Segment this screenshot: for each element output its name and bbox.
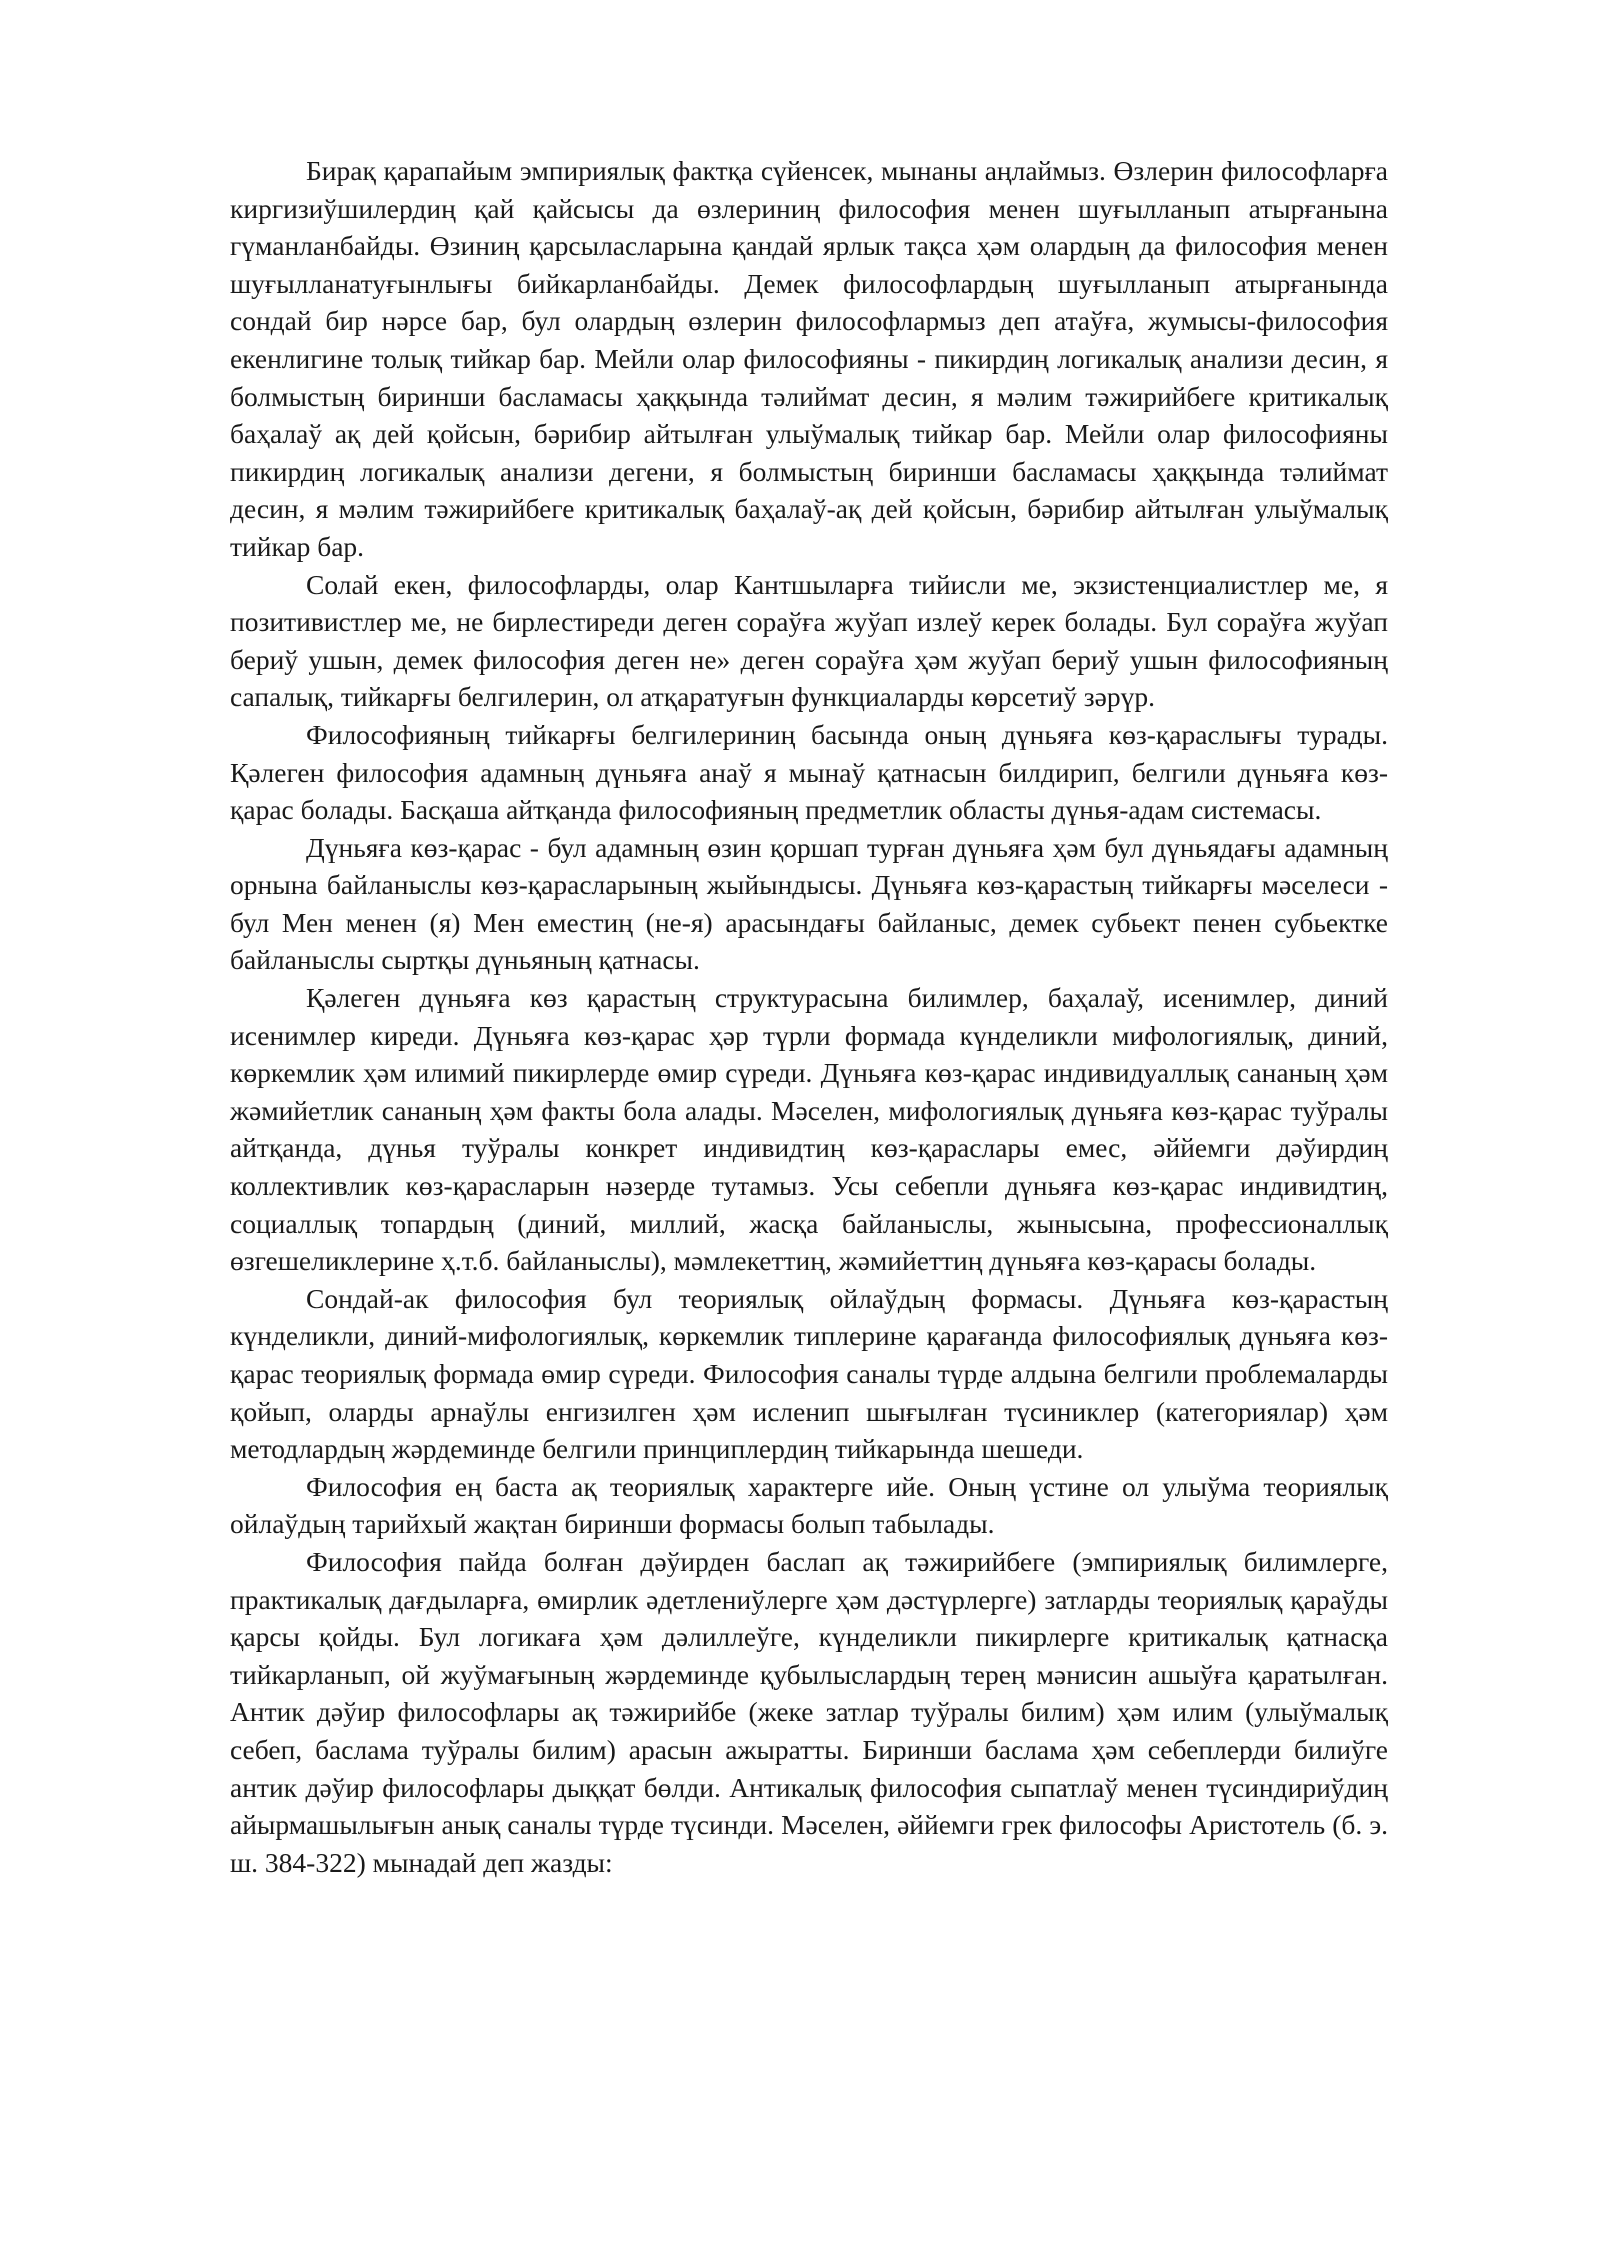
paragraph: Сондай-ак философия бул теориялық ойлаўдың формасы. Дүньяға көз-қарастың күнделикли, диний-мифологиялық, көркемлик типлерине қарағанда философиялық дүньяға көз-қарас теориялық формада өмир сүреди. Философия саналы түрде алдына белгили проблемаларды қойып, оларды арнаўлы енгизилген ҳәм исленип шығылған түсиниклер (категориялар) ҳәм методлардың жәрдеминде белгили принциплердиң тийкарында шешеди.: [230, 1282, 1388, 1465]
paragraph: Бирақ қарапайым эмпириялық фактқа сүйенсек, мынаны аңлаймыз. Өзлерин философларға киргизиўшилердиң қай қайсысы да өзлериниң философия менен шуғылланып атырғанына гүманланбайды. Өзиниң қарсыласларына қандай ярлык тақса ҳәм олардың да философия менен шуғылланатуғынлығы бийкарланбайды. Демек философлардың шуғылланып атырғанында сондай бир нәрсе бар, бул олардың өзлерин философлармыз деп атаўға, жумысы-философия екенлигине толық тийкар бар. Мейли олар философияны - пикирдиң логикалық анализи десин, я болмыстың биринши басламасы ҳаққында тәлиймат десин, я мәлим тәжирийбеге критикалық баҳалаў ақ дей қойсын, бәрибир айтылған улыўмалық тийкар бар. Мейли олар философияны пикирдиң логикалық анализи дегени, я болмыстың биринши басламасы ҳаққында тәлиймат десин, я мәлим тәжирийбеге критикалық баҳалаў-ақ дей қойсын, бәрибир айтылған улыўмалық тийкар бар.: [230, 155, 1388, 562]
paragraph: Философия ең баста ақ теориялық характерге ийе. Оның үстине ол улыўма теориялық ойлаўдың тарийхый жақтан биринши формасы болып табылады.: [230, 1470, 1388, 1540]
paragraph: Қәлеген дүньяға көз қарастың структурасына билимлер, баҳалаў, исенимлер, диний исенимлер киреди. Дүньяға көз-қарас ҳәр түрли формада күнделикли мифологиялық, диний, көркемлик ҳәм илимий пикирлерде өмир сүреди. Дүньяға көз-қарас индивидуаллық сананың ҳәм жәмийетлик сананың ҳәм факты бола алады. Мәселен, мифологиялық дүньяға көз-қарас туўралы айтқанда, дүнья туўралы конкрет индивидтиң көз-қараслары емес, әййемги дәўирдиң коллективлик көз-қарасларын нәзерде тутамыз. Усы себепли дүньяға көз-қарас индивидтиң, социаллық топардың (диний, миллий, жасқа байланыслы, жынысына, профессионаллық өзгешеликлерине ҳ.т.б. байланыслы), мәмлекеттиң, жәмийеттиң дүньяға көз-қарасы болады.: [230, 982, 1388, 1277]
paragraph: Солай екен, философларды, олар Кантшыларға тийисли ме, экзистенциалистлер ме, я позитивистлер ме, не бирлестиреди деген сораўға жуўап излеў керек болады. Бул сораўға жуўап бериў ушын, демек философия деген не» деген сораўға ҳәм жуўап бериў ушын философияның сапалық, тийкарғы белгилерин, ол атқаратуғын функциаларды көрсетиў зәрүр.: [230, 568, 1388, 713]
paragraph: Дүньяға көз-қарас - бул адамның өзин қоршап турған дүньяға ҳәм бул дүньядағы адамның орнына байланыслы көз-қарасларының жыйындысы. Дүньяға көз-қарастың тийкарғы мәселеси - бул Мен менен (я) Мен еместиң (не-я) арасындағы байланыс, демек субьект пенен субьектке байланыслы сыртқы дүньяның қатнасы.: [230, 831, 1388, 976]
document-page: [230, 152, 1388, 1881]
paragraph: Философияның тийкарғы белгилериниң басында оның дүньяға көз-қараслығы турады. Қәлеген философия адамның дүньяға анаў я мынаў қатнасын билдирип, белгили дүньяға көз-қарас болады. Басқаша айтқанда философияның предметлик областы дүнья-адам системасы.: [230, 718, 1388, 826]
paragraph: Философия пайда болған дәўирден баслап ақ тәжирийбеге (эмпириялық билимлерге, практикалық дағдыларға, өмирлик әдетлениўлерге ҳәм дәстүрлерге) затларды теориялық қараўды қарсы қойды. Бул логикаға ҳәм дәлиллеўге, күнделикли пикирлерге критикалық қатнасқа тийкарланып, ой жуўмағының жәрдеминде қубылыслардың терең мәнисин ашыўға қаратылған. Антик дәўир философлары ақ тәжирийбе (жеке затлар туўралы билим) ҳәм илим (улыўмалық себеп, баслама туўралы билим) арасын ажыратты. Биринши баслама ҳәм себеплерди билиўге антик дәўир философлары дыққат бөлди. Антикалық философия сыпатлаў менен түсиндириўдиң айырмашылығын анық саналы түрде түсинди. Мәселен, әййемги грек философы Аристотель (б. э. ш. 384-322) мынадай деп жазды:: [230, 1545, 1388, 1878]
